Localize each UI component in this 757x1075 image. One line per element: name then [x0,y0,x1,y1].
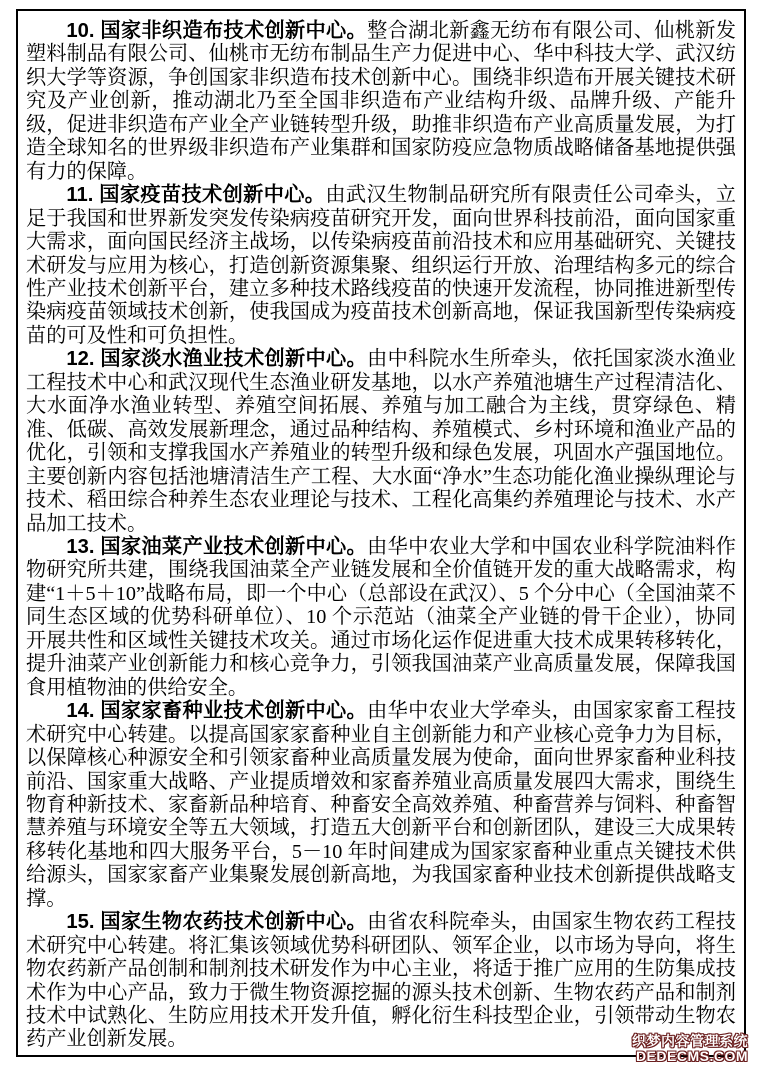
paragraph-15 [26,911,736,1052]
paragraph-15-heading: 15. 国家生物农药技术创新中心。 [66,911,368,934]
watermark-chinese-line: 织梦内容管理系统 [632,1033,748,1049]
paragraph-15-text: 由省农科院牵头，由国家生物农药工程技术研究中心转建。将汇集该领域优势科研团队、领军企业，以市场为导向，将生物农药新产品创制和制剂技术研发作为中心主业，将适于推广应用的生防集成技术作为中心产品，致力于微生物资源挖掘的源头技术创新、生物农药产品和制剂技术中试熟化、生防应用技术开发升值，孵化衍生科技型企业，引领带动生物农药产业创新发展。 [26,911,736,1051]
paragraph-14-heading: 14. 国家家畜种业技术创新中心。 [66,700,368,723]
paragraph-11-text: 由武汉生物制品研究所有限责任公司牵头，立足于我国和世界新发突发传染病疫苗研究开发，面向世界科技前沿，面向国家重大需求，面向国民经济主战场，以传染病疫苗前沿技术和应用基础研究、关键技术研发与应用为核心，打造创新资源集聚、组织运行开放、治理结构多元的综合性产业技术创新平台，建立多种技术路线疫苗的快速开发流程，协同推进新型传染病疫苗领域技术创新，使我国成为疫苗技术创新高地，保证我国新型传染病疫苗的可及性和可负担性。 [26,184,736,347]
paragraph-13 [26,536,736,700]
paragraph-12 [26,348,736,536]
watermark-dedecms-line: DEDECMS.COM [635,1047,748,1064]
document-body [18,11,744,1052]
paragraph-10 [26,20,736,184]
paragraph-10-heading: 10. 国家非织造布技术创新中心。 [66,20,368,42]
paragraph-12-text: 由中科院水生所牵头，依托国家淡水渔业工程技术中心和武汉现代生态渔业研发基地，以水产养殖池塘生产过程清洁化、大水面净水渔业转型、养殖空间拓展、养殖与加工融合为主线，贯穿绿色、精准、低碳、高效发展新理念，通过品种结构、养殖模式、乡村环境和渔业产品的优化，引领和支撑我国水产养殖业的转型升级和绿色发展，巩固水产强国地位。主要创新内容包括池塘清洁生产工程、大水面“净水”生态功能化渔业操纵理论与技术、稻田综合种养生态农业理论与技术、工程化高集约养殖理论与技术、水产品加工技术。 [26,348,736,535]
page-border-frame [16,9,746,1057]
paragraph-13-heading: 13. 国家油菜产业技术创新中心。 [66,535,368,558]
watermark [632,1034,748,1063]
paragraph-14 [26,700,736,911]
paragraph-12-heading: 12. 国家淡水渔业技术创新中心。 [66,348,368,371]
paragraph-10-text: 整合湖北新鑫无纺布有限公司、仙桃新发塑料制品有限公司、仙桃市无纺布制品生产力促进中心、华中科技大学、武汉纺织大学等资源，争创国家非织造布技术创新中心。围绕非织造布开展关键技术研究及产业创新，推动湖北乃至全国非织造布产业结构升级、品牌升级、产能升级，促进非织造布产业全产业链转型升级，助推非织造布产业高质量发展，为打造全球知名的世界级非织造布产业集群和国家防疫应急物质战略储备基地提供强有力的保障。 [26,20,736,183]
paragraph-13-text: 由华中农业大学和中国农业科学院油料作物研究所共建，围绕我国油菜全产业链发展和全价值链开发的重大战略需求，构建“1＋5＋10”战略布局，即一个中心（总部设在武汉）、5 个分中心（全国油菜不同生态区域的优势科研单位）、10 个示范站（油菜全产业链的骨干企业），协同开展共性和区域性关键技术攻关。通过市场化运作促进重大技术成果转移转化，提升油菜产业创新能力和核心竞争力，引领我国油菜产业高质量发展，保障我国食用植物油的供给安全。 [26,535,736,699]
paragraph-11 [26,184,736,348]
paragraph-11-heading: 11. 国家疫苗技术创新中心。 [66,184,326,207]
paragraph-14-text: 由华中农业大学牵头，由国家家畜工程技术研究中心转建。以提高国家家畜种业自主创新能力和产业核心竞争力为目标，以保障核心种源安全和引领家畜种业高质量发展为使命，面向世界家畜种业科技前沿、国家重大战略、产业提质增效和家畜养殖业高质量发展四大需求，围绕生物育种新技术、家畜新品种培育、种畜安全高效养殖、种畜营养与饲料、种畜智慧养殖与环境安全等五大领域，打造五大创新平台和创新团队，建设三大成果转移转化基地和四大服务平台，5－10 年时间建成为国家家畜种业重点关键技术供给源头，国家家畜产业集聚发展创新高地，为我国家畜种业技术创新提供战略支撑。 [26,700,736,910]
